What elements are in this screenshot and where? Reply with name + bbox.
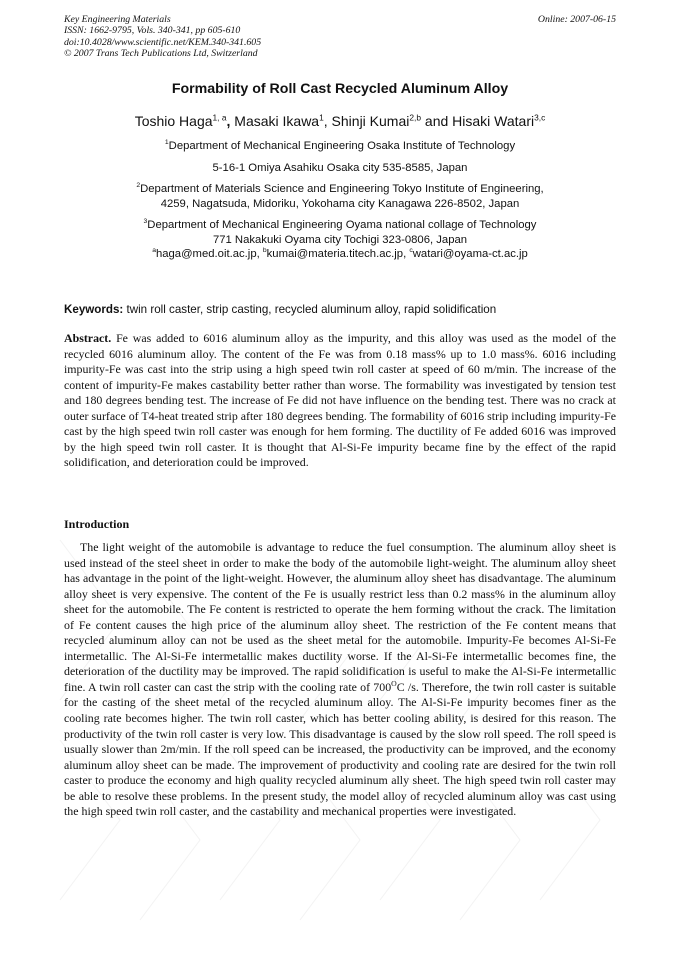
author-name: Shinji Kumai xyxy=(331,113,410,129)
keywords xyxy=(64,303,616,316)
affiliation-3: $^3$Department of Mechanical Engineering Oyama national collage of Technology 771 Nakakuki Oyama city Tochigi 323-0806, Japan $^a$haga@med.oit.ac.jp, $^b$kumai@materia.titech.ac.jp, $^c$watari@oyama-ct.ac.jp xyxy=(64,218,616,262)
author-sup: 3,c xyxy=(534,112,546,123)
author-name: Toshio Haga xyxy=(134,113,213,129)
affiliation-1: $^1$Department of Mechanical Engineering Osaka Institute of Technology 5-16-1 Omiya Asahiku Osaka city 535-8585, Japan xyxy=(164,139,516,174)
keywords-label: Keywords: xyxy=(64,303,124,316)
section-heading-introduction: Introduction xyxy=(64,517,130,531)
doi-line: doi:10.4028/www.scientific.net/KEM.340-341.605 xyxy=(64,36,262,48)
abstract xyxy=(64,331,616,471)
author-conjunction: and xyxy=(424,113,449,129)
email-link[interactable]: haga@med.oit.ac.jp, xyxy=(155,248,260,261)
introduction-paragraph: The light weight of the automobile is advantage to reduce the fuel consumption. The aluminum alloy sheet is used instead of the steel sheet in order to make the body of the automobile light-weight. The aluminum alloy sheet has advantage in the point of the light-weight. However, the aluminum alloy sheet has disadvantage. The aluminum alloy sheet is very expensive. The content of the Fe is usually restrict less than 0.2 mass% in the aluminum alloy sheet for the automobile. The Fe content is restricted to operate the hem forming without the crack. The limitation of Fe content causes the high price of the aluminum alloy sheet. The restriction of the Fe content means that recycled aluminum alloy can not be used as the sheet metal for the automobile. Impurity-Fe becomes Al-Si-Fe intermetallic. The Al-Si-Fe intermetallic makes ductility worse. If the Al-Si-Fe intermetallic becomes fine, the deterioration of the ductility may be improved. The rapid solidification is useful to make the Al-Si-Fe intermetallic fine. A twin roll caster can cast the strip with the cooling rate of $700^OC$ /s. Therefore, the twin roll caster is suitable for the casting of the sheet metal of the recycled aluminum alloy. The Al-Si-Fe impurity becomes finer as the cooling rate becomes higher. The twin roll caster, which has better cooling ability, is desired for this reason. The productivity of the twin roll caster is very low. This disadvantage is caused by the slow roll speed. The roll speed is usually slower than 2m/min. If the roll speed can be increased, the productivity can be improved, and the economy aluminum alloy sheet can be made. The improvement of productivity and cooling rate are desired for the twin roll caster to produce the economy and high quality recycled aluminum ally sheet. The high speed twin roll caster may be able to resolve these problems. In the present study, the model alloy of recycled aluminum alloy was cast using the high speed twin roll caster, and the castability and mechanical properties were investigated. xyxy=(64,540,616,819)
abstract-label: Abstract. xyxy=(64,331,112,345)
paper-title: Formability of Roll Cast Recycled Aluminum Alloy xyxy=(171,81,509,97)
copyright-line: © 2007 Trans Tech Publications Ltd, Switzerland xyxy=(64,48,258,60)
abstract-text: Fe was added to 6016 aluminum alloy as the impurity, and this alloy was used as the model of the recycled 6016 aluminum alloy. The content of the Fe was from 0.18 mass% up to 1.0 mass%. 6016 including impurity-Fe was cast into the strip using a high speed twin roll caster at speed of 60 m/min. The increase of the content of impurity-Fe makes castability better rather than worse. The formability was investigated by tension test and 180 degrees bending test. The increase of Fe did not have influence on the bending test. There was no crack at outer surface of T4-heat treated strip after 180 degrees bending. The formability of 6016 strip including impurity-Fe cast by the high speed twin roll caster was enough for hem forming. The ductility of Fe added 6016 was improved by the high speed twin roll caster. It is thought that Al-Si-Fe impurity became fine by the effect of the rapid solidification, and deterioration could be improved. xyxy=(64,331,616,470)
keywords-text: twin roll caster, strip casting, recycled aluminum alloy, rapid solidification xyxy=(126,303,497,316)
affiliation-2: $^2$Department of Materials Science and Engineering Tokyo Institute of Engineering, 4259, Nagatsuda, Midoriku, Yokohama city Kanagawa 226-8502, Japan xyxy=(136,182,544,210)
issn-line: ISSN: 1662-9795, Vols. 340-341, pp 605-610 xyxy=(64,25,241,37)
author-sup: 2,b xyxy=(409,112,422,123)
online-date: Online: 2007-06-15 xyxy=(537,14,616,25)
email-link[interactable]: watari@oyama-ct.ac.jp xyxy=(412,248,528,261)
email-line: $^a$haga@med.oit.ac.jp, $^b$kumai@materia.titech.ac.jp, $^c$watari@oyama-ct.ac.jp xyxy=(152,247,528,261)
author-list: Toshio Haga$^{1, a}$, Masaki Ikawa$^1$, Shinji Kumai$^{2,b}$ and Hisaki Watari$^{3,c}$ xyxy=(134,112,546,129)
author-name: Hisaki Watari xyxy=(452,113,535,129)
author-sup: 1, a xyxy=(212,112,227,123)
journal-header xyxy=(64,14,616,60)
author-name: Masaki Ikawa xyxy=(234,113,320,129)
author-sup: 1 xyxy=(319,112,324,123)
journal-name: Key Engineering Materials xyxy=(64,14,171,25)
email-link[interactable]: kumai@materia.titech.ac.jp, xyxy=(266,248,407,261)
